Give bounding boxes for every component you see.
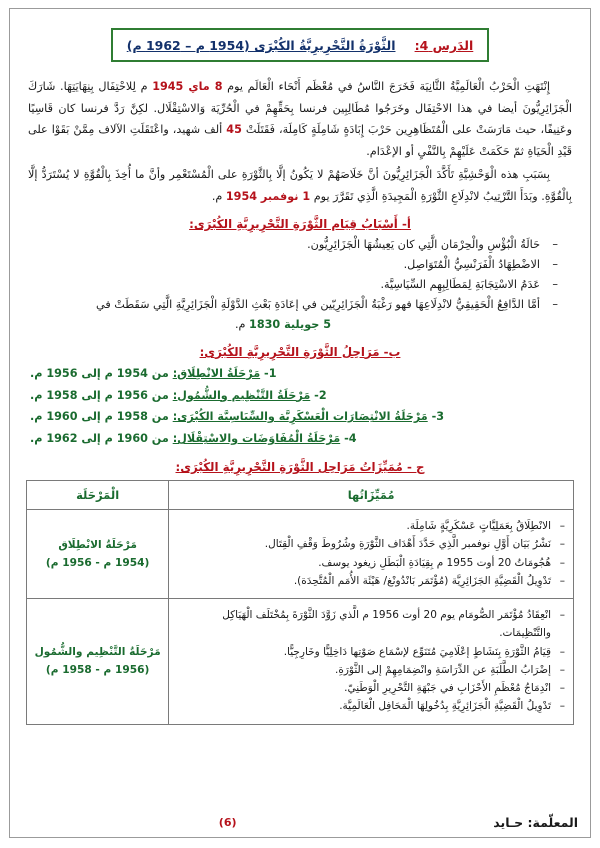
stage-years: (1956 م - 1958 م) [45, 664, 150, 677]
stage-detail: من 1954 م إلى 1956 م. [30, 366, 169, 380]
table-row [27, 599, 574, 725]
features-list [173, 517, 567, 590]
page-content [12, 10, 588, 725]
list-item [26, 295, 574, 335]
stage-number: 4- [344, 432, 357, 446]
intro-paragraph-2 [26, 164, 574, 207]
intro-p2-part-a: بِسَبَبِ هذه الْوَحْشِيَّةِ تَأَكَّدَ الْجَزَائِرِيُّونَ أنَّ خَلَاصَهُمْ لا يَكُونُ إلَّا بِالثَّوْرَةِ على الْمُسْتَعْمِر وأنَّ ما أُخِذَ بِالْقُوَّةِ لا يُسْتَرَدُّ إلَّا بِالْقُوَّةِ. وبَدَأَ التَّرْتِيبُ لانْدِلَاعِ الثَّوْرَةِ الْمَجِيدَةِ الَّذِي تَقَرَّرَ يوم [28, 168, 572, 203]
section-b-heading: ب- مَرَاحِلُ الثَّوْرَةِ التَّحْرِيرِيَّةِ الكُبْرَى: [199, 344, 401, 359]
stage-name: مَرْحَلَةُ الانْطِلَاق: [172, 366, 261, 380]
section-a-item4-text: أمَّا الدَّافِعُ الْحَقِيقِيُّ لانْدِلَاعِهَا فهو رَغْبَةُ الْجَزَائِرِيّين في إعَادَةِ بَعْثِ الدَّوْلَةِ الْجَزَائِرِيَّةِ الَّتِي سَقَطَتْ في [96, 297, 540, 311]
stage-name: مَرْحَلَةُ التَّنْظِيم والشُّمُول: [172, 388, 311, 402]
martyrs-count-45: 45 [226, 123, 242, 136]
stage-name: مَرْحَلَةُ الْمُفَاوَضَات والاسْتِقْلَال: [172, 432, 341, 446]
column-header-stage: الْمَرْحَلَة [27, 481, 169, 510]
stages-table [26, 480, 574, 725]
stage-cell [27, 599, 169, 725]
intro-p1-part-d: ألف شهيد، واعْتَقَلَتِ الآلاف مِمَّنْ بَقَوْا على قَيْدِ الْحَيَاةِ ثمّ حَكَمَتْ عَلَيْهِمْ بِالنَّفْيِ أو الإعْدَام. [28, 123, 572, 158]
date-1-november-1954: 1 نوفمبر 1954 [225, 189, 311, 203]
table-header-row [27, 481, 574, 510]
list-item: – حَالَةُ الْبُؤْسِ والْحِرْمَان الَّتِي كان يَعِيشُهَا الْجَزَائِرِيُّون. [26, 235, 574, 255]
stage-detail: من 1956 م إلى 1958 م. [30, 388, 169, 402]
page-title: الثَّوْرَةُ التَّحْرِيرِيَّةُ الكُبْرَى (1954 م – 1962 م) [126, 38, 396, 53]
section-c-heading: ج - مُمَيِّزَاتُ مَرَاحِل الثَّوْرَةِ التَّحْرِيرِيَّةِ الكُبْرَى: [175, 460, 425, 475]
section-a-item4-suffix: م. [235, 317, 246, 331]
stage-years: (1954 م - 1956 م) [45, 557, 150, 570]
features-list [173, 606, 567, 716]
page-number: (6) [218, 816, 237, 829]
list-item [26, 406, 574, 428]
features-cell [169, 510, 574, 599]
list-item: – انْعِقَادُ مُؤْتَمَر الصُّومَام يوم 20 أوت 1956 م الَّذي زَوَّدَ الثَّوْرَةَ بِمُخْتَلَف الْهَيَاكِل والتَّنْظِيمَات. [173, 606, 567, 643]
stage-number: 3- [431, 410, 445, 424]
features-cell [169, 599, 574, 725]
list-item: – قِيَامُ الثَّوْرَةِ بِنَشَاطٍ إعْلَامِيَ مُتَنَوِّع لإسْمَاع صَوْتِها دَاخِلِيًّا وخَارِجِيًّا. [173, 643, 567, 661]
stage-cell [27, 510, 169, 599]
stage-name: مَرْحَلَةُ الانْطِلَاق [58, 539, 137, 552]
list-item: – هُجُومَاتُ 20 أوت 1955 م بِقِيَادَةِ الْبَطَلِ زيغود يوسف. [173, 554, 567, 572]
stage-name: مَرْحَلَةُ التَّنْظِيم والشُّمُول [34, 646, 161, 659]
table-row [27, 510, 574, 599]
intro-paragraph-1 [26, 76, 574, 162]
stage-detail: من 1958 م إلى 1960 م. [30, 410, 169, 424]
date-8-may-1945: 8 ماي 1945 [152, 80, 223, 93]
stage-number: 2- [314, 388, 327, 402]
column-header-features: مُمَيِّزَاتُها [169, 481, 574, 510]
intro-p1-part-a: إِنْتَهَتِ الْحَرْبُ الْعَالَمِيَّةُ الثَّانِيَة فَخَرَجَ النَّاسُ في مُعْظَم أَنْحَاء الْعَالَم يوم [227, 80, 550, 93]
intro-p1-part-b: م لِلاحْتِفَال بِنِهَايَتِهَا. شَارَكَ الْجَزَائِرِيُّونَ أيضا في هذا الاحْتِفَال وخَرَجُوا مُطَالِبِين فرنسا بِحَقِّهِمْ في الْحُرِّيَة وَالاسْتِقْلَال. لكِنَّ رَدَّ فرنسا كان قَاسِيًا وعَنِيفًا، حيث مَارَسَتْ على الْمُتَظَاهِرِين حَرْبَ إِبَادَةٍ شَامِلَةٍ كَامِلَة، فَقَتَلَتْ [28, 80, 572, 136]
list-item [26, 385, 574, 407]
list-item: – الانْطِلَاقُ بِعَمَلِيَّاتٍ عَسْكَرِيَّةٍ شَامِلَة. [173, 517, 567, 535]
stage-name: مَرْحَلَةُ الانْتِصَارَات الْعَسْكَرِيَّة والسِّيَاسِيَّة الكُبْرَى: [172, 410, 428, 424]
list-item: – تَدْوِيلُ الْقَضِيَّةِ الْجَزَائِرِيَّةِ بِدُخُولِهَا الْمَحَافِل الْعَالَمِيَّة. [173, 697, 567, 715]
stage-number: 1- [264, 366, 277, 380]
list-item: – إضْرَابُ الطَّلَبَةِ عن الدِّرَاسَةِ وانْضِمَامِهِمْ إلى الثَّوْرَةِ. [173, 661, 567, 679]
list-item [26, 428, 574, 450]
lesson-title-box [111, 28, 490, 62]
page-footer [22, 815, 578, 830]
date-5-july-1830: 5 جويلية 1830 [249, 317, 331, 331]
lesson-number-label: الدَرس 4: [414, 38, 474, 53]
list-item: – تَدْوِيلُ الْقَضِيَّةِ الجَزَائِرِيَّة (مُؤْتَمَر بَانْدُونْغ/ هَيْئَة الأُمَم الْمُتَّحِدَة). [173, 572, 567, 590]
section-b-list [26, 363, 574, 450]
list-item: – الاضْطِهَادُ الْفَرَنْسِيُّ الْمُتَوَاصِل. [26, 255, 574, 275]
teacher-name: المعلّمة: حـايد [493, 815, 578, 830]
list-item: – نَشْرُ بَيَان أَوَّلِ نوفمبر الَّذِي حَدَّدَ أَهْدَاف الثَّوْرَةِ وشُرُوطَ وَقْفِ الْقِتَال. [173, 535, 567, 553]
list-item [26, 363, 574, 385]
section-a-heading: أ- أَسْبَابُ قِيَام الثَّوْرَةِ التَّحْرِيرِيَّةِ الكُبْرَى: [189, 217, 411, 231]
stage-detail: من 1960 م إلى 1962 م. [30, 432, 169, 446]
list-item: – عَدَمُ الاسْتِجَابَةِ لِمَطَالِبِهِم السِّيَاسِيَّة. [26, 275, 574, 295]
list-item: – انْدِمَاجُ مُعْظَمِ الأَحْزَابِ في جَبْهَةِ التَّحْرِيرِ الْوَطَنِيّ. [173, 679, 567, 697]
intro-p2-part-b: م. [211, 189, 223, 203]
lesson-title-container [26, 28, 574, 62]
section-a-list [26, 235, 574, 335]
